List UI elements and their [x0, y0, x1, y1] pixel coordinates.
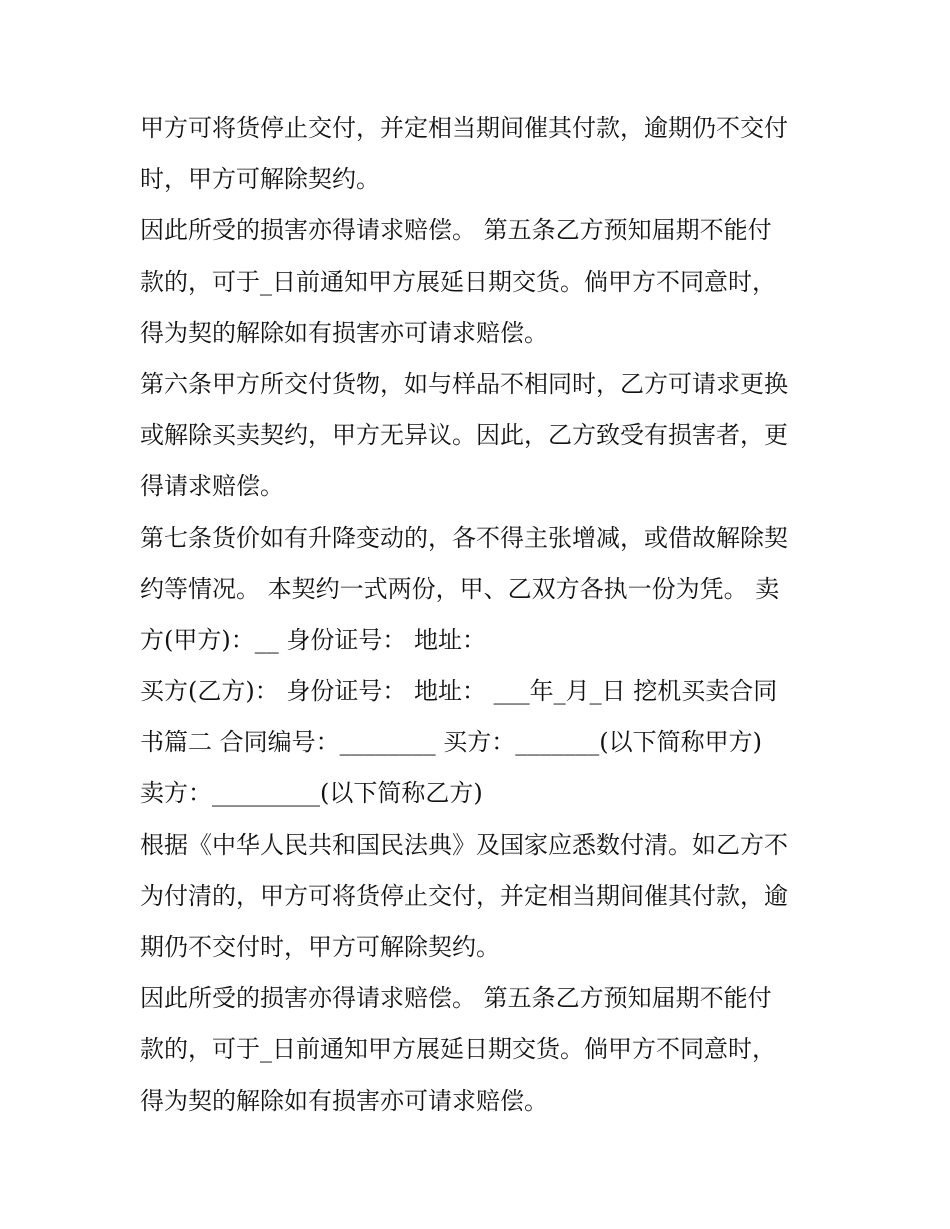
text-line: 得为契的解除如有损害亦可请求赔偿。 [140, 318, 548, 347]
text-line: 书篇二 合同编号：________ 买方：_______(以下简称甲方) [140, 728, 762, 757]
document-body [140, 103, 820, 1127]
text-line: 得为契的解除如有损害亦可请求赔偿。 [140, 1086, 548, 1115]
text-line: 方(甲方)：__ 身份证号： 地址： [140, 625, 486, 654]
text-line: 为付清的，甲方可将货停止交付，并定相当期间催其付款，逾 [140, 881, 788, 910]
text-line: 买方(乙方)： 身份证号： 地址： ___年_月_日 挖机买卖合同 [140, 677, 778, 706]
text-line: 款的，可于_日前通知甲方展延日期交货。倘甲方不同意时， [140, 267, 776, 296]
text-line: 得请求赔偿。 [140, 472, 284, 501]
text-line: 款的，可于_日前通知甲方展延日期交货。倘甲方不同意时， [140, 1035, 776, 1064]
text-line: 期仍不交付时，甲方可解除契约。 [140, 933, 500, 961]
text-line: 根据《中华人民共和国民法典》及国家应悉数付清。如乙方不 [140, 830, 788, 859]
text-line: 甲方可将货停止交付，并定相当期间催其付款，逾期仍不交付 [140, 114, 788, 142]
text-line: 第七条货价如有升降变动的，各不得主张增减，或借故解除契 [140, 523, 788, 552]
text-line: 时，甲方可解除契约。 [140, 165, 380, 194]
text-line: 因此所受的损害亦得请求赔偿。 第五条乙方预知届期不能付 [140, 216, 772, 245]
text-line: 卖方：_________(以下简称乙方) [140, 779, 483, 808]
text-line: 因此所受的损害亦得请求赔偿。 第五条乙方预知届期不能付 [140, 984, 772, 1013]
text-line: 或解除买卖契约，甲方无异议。因此，乙方致受有损害者，更 [140, 421, 788, 450]
text-line: 约等情况。 本契约一式两份，甲、乙双方各执一份为凭。 卖 [140, 574, 780, 603]
text-line: 第六条甲方所交付货物，如与样品不相同时，乙方可请求更换 [140, 369, 788, 398]
